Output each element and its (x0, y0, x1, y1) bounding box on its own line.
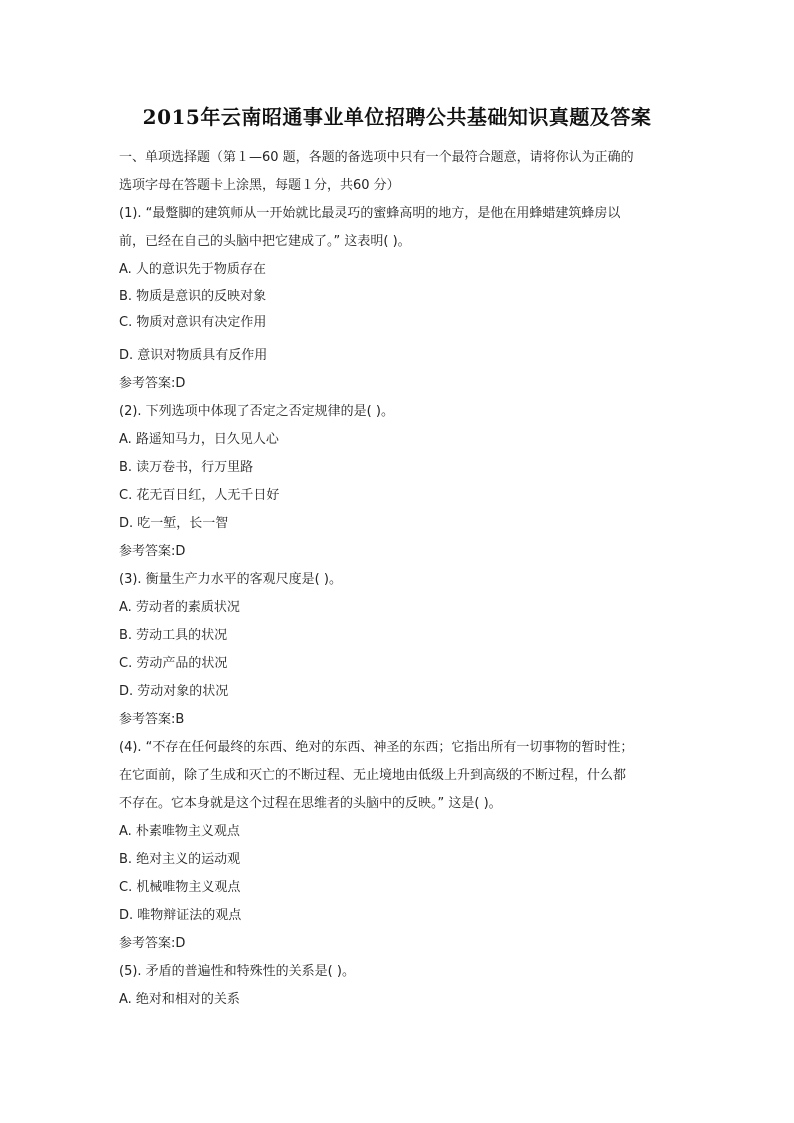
option-a: A. 绝对和相对的关系 (119, 992, 240, 1007)
option-d: D. 意识对物质具有反作用 (119, 348, 268, 363)
option-b: B. 物质是意识的反映对象 (119, 289, 267, 304)
answer: 参考答案:D (119, 544, 186, 559)
question-stem: (4). “不存在任何最终的东西、绝对的东西、神圣的东西；它指出所有一切事物的暂时性； (119, 740, 634, 755)
intro-line: 选项字母在答题卡上涂黑，每题１分，共60 分） (119, 178, 400, 193)
question-stem: (2). 下列选项中体现了否定之否定规律的是( )。 (119, 404, 394, 419)
answer: 参考答案:B (119, 712, 185, 727)
intro-line: 一、单项选择题（第１—60 题，各题的备选项中只有一个最符合题意，请将你认为正确的 (119, 150, 634, 165)
option-c: C. 劳动产品的状况 (119, 656, 228, 671)
question-stem: 前，已经在自己的头脑中把它建成了。” 这表明( )。 (119, 234, 411, 249)
option-b: B. 劳动工具的状况 (119, 628, 228, 643)
option-d: D. 劳动对象的状况 (119, 684, 229, 699)
option-a: A. 路遥知马力，日久见人心 (119, 432, 279, 447)
option-c: C. 花无百日红，人无千日好 (119, 488, 280, 503)
document-title: 2015年云南昭通事业单位招聘公共基础知识真题及答案 (142, 105, 652, 129)
question-stem: (1). “最蹩脚的建筑师从一开始就比最灵巧的蜜蜂高明的地方，是他在用蜂蜡建筑蜂房以 (119, 206, 621, 221)
question-stem: (5). 矛盾的普遍性和特殊性的关系是( )。 (119, 964, 355, 979)
question-stem: 不存在。它本身就是这个过程在思维者的头脑中的反映。” 这是( )。 (119, 796, 502, 811)
option-a: A. 朴素唯物主义观点 (119, 824, 240, 839)
option-a: A. 人的意识先于物质存在 (119, 262, 266, 277)
option-a: A. 劳动者的素质状况 (119, 600, 240, 615)
option-c: C. 机械唯物主义观点 (119, 880, 241, 895)
question-stem: 在它面前，除了生成和灭亡的不断过程、无止境地由低级上升到高级的不断过程，什么都 (119, 768, 627, 783)
option-d: D. 吃一堑，长一智 (119, 516, 229, 531)
answer: 参考答案:D (119, 376, 186, 391)
option-d: D. 唯物辩证法的观点 (119, 908, 242, 923)
option-c: C. 物质对意识有决定作用 (119, 315, 267, 330)
option-b: B. 读万卷书，行万里路 (119, 460, 254, 475)
answer: 参考答案:D (119, 936, 186, 951)
question-stem: (3). 衡量生产力水平的客观尺度是( )。 (119, 572, 342, 587)
option-b: B. 绝对主义的运动观 (119, 852, 241, 867)
